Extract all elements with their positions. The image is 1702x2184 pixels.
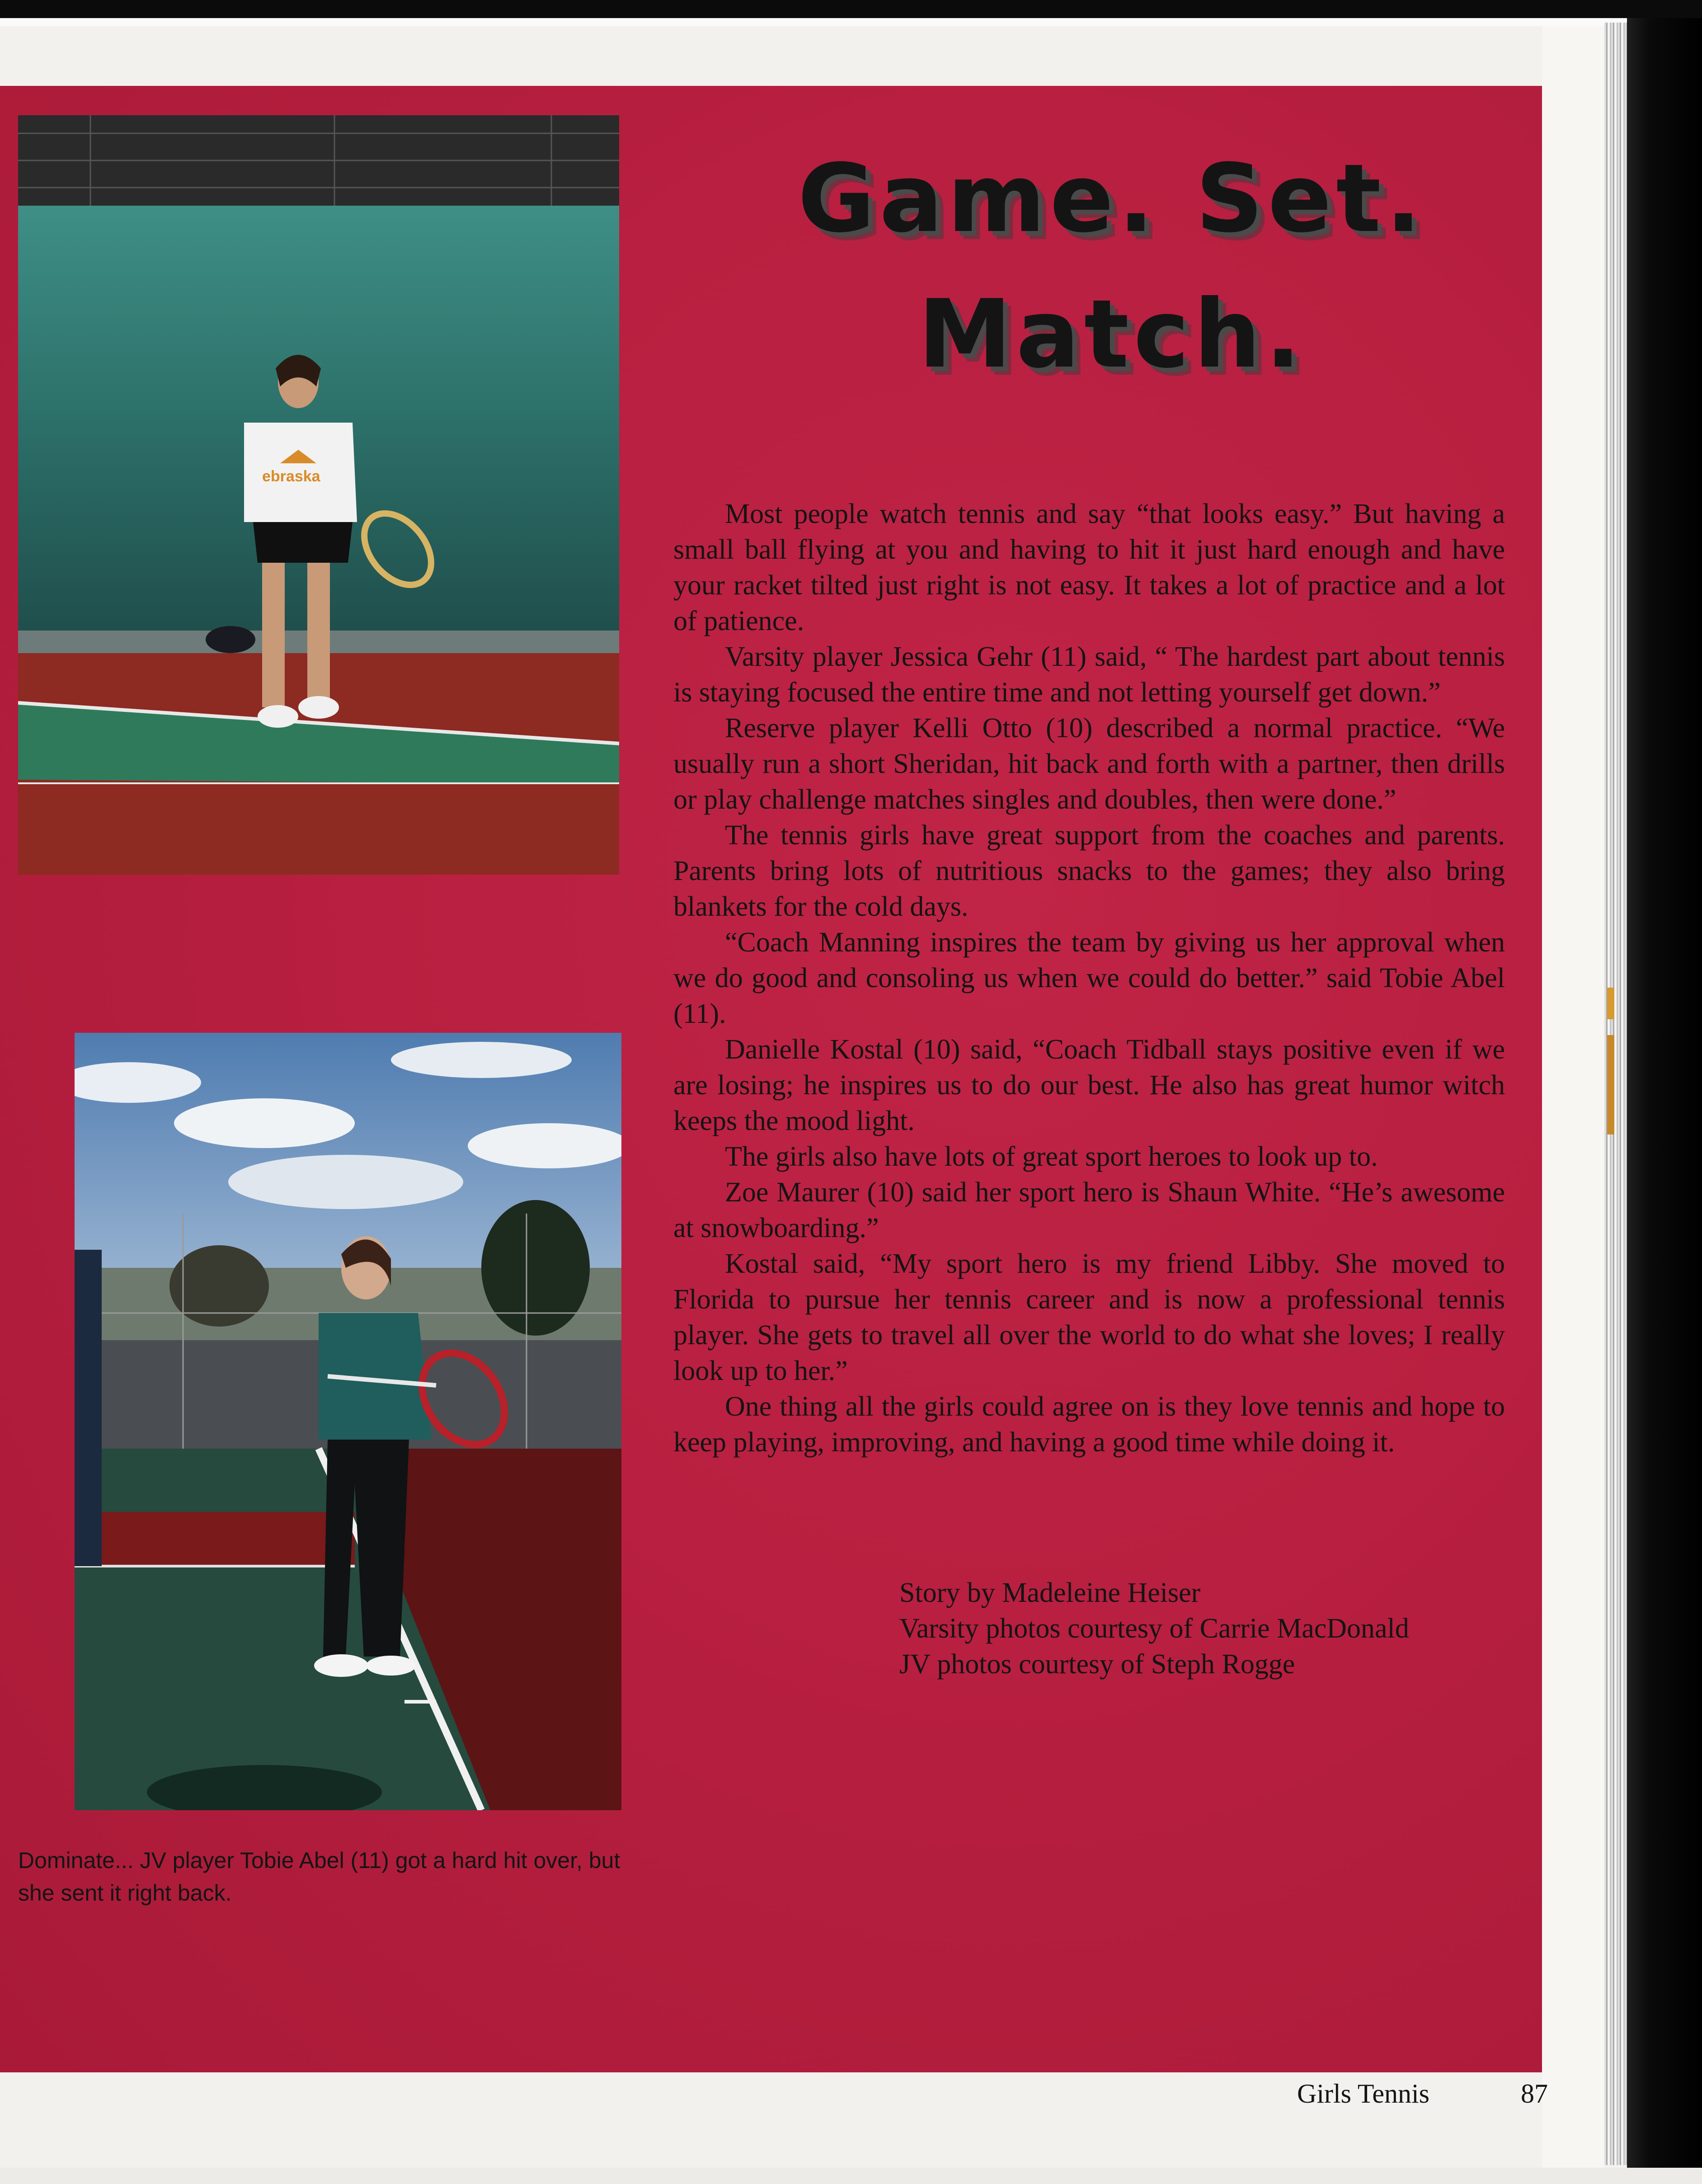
book-spine-shadow bbox=[1627, 18, 1702, 2168]
story-byline: Story by Madeleine Heiser bbox=[899, 1577, 1201, 1608]
page-edge-tab bbox=[1607, 988, 1614, 1019]
varsity-photo-credit: Varsity photos courtesy of Carrie MacDonald bbox=[899, 1613, 1409, 1644]
page-edge-tab bbox=[1607, 1035, 1614, 1134]
story-credits bbox=[899, 1575, 1532, 1682]
story-paragraph: Varsity player Jessica Gehr (11) said, “ The hardest part about tennis is staying focused the entire time and not letting yourself get down.” bbox=[673, 641, 1505, 708]
story-body bbox=[673, 496, 1505, 1460]
story-paragraph: Reserve player Kelli Otto (10) described a normal practice. “We usually run a short Sheridan, hit back and forth with a partner, then drills or play challenge matches singles and doubles, then were done.” bbox=[673, 713, 1505, 815]
shirt-logo-text: ebraska bbox=[262, 468, 320, 485]
page-right-margin bbox=[1542, 26, 1604, 2168]
jv-photo-credit: JV photos courtesy of Steph Rogge bbox=[899, 1649, 1295, 1680]
headline-line-1: Game. Set. bbox=[798, 144, 1426, 254]
story-paragraph: Danielle Kostal (10) said, “Coach Tidball stays positive even if we are losing; he inspires us to do our best. He also has great humor witch keeps the mood light. bbox=[673, 1034, 1505, 1136]
page-top-margin bbox=[0, 18, 1702, 26]
headline bbox=[705, 131, 1519, 402]
story-paragraph: Kostal said, “My sport hero is my friend Libby. She moved to Florida to pursue her tennis career and is now a professional tennis player. She gets to travel all over the world to do what she loves; I really look up to her.” bbox=[673, 1248, 1505, 1386]
footer-section-title: Girls Tennis bbox=[1297, 2079, 1430, 2109]
scan-bottom-border bbox=[0, 2168, 1702, 2184]
story-paragraph: Most people watch tennis and say “that looks easy.” But having a small ball flying at you and having to hit it just hard enough and have your racket tilted just right is not easy. It takes a lot of practice and a lot of patience. bbox=[673, 499, 1505, 636]
jv-player-photo bbox=[75, 1033, 621, 1810]
story-paragraph: The girls also have lots of great sport heroes to look up to. bbox=[725, 1141, 1378, 1172]
story-paragraph: “Coach Manning inspires the team by giving us her approval when we do good and consoling us when we could do better.” said Tobie Abel (11). bbox=[673, 927, 1505, 1029]
page-number: 87 bbox=[1521, 2079, 1548, 2109]
varsity-player-photo bbox=[18, 115, 619, 875]
story-paragraph: One thing all the girls could agree on is they love tennis and hope to keep playing, improving, and having a good time while doing it. bbox=[673, 1391, 1505, 1458]
photo-caption: Dominate... JV player Tobie Abel (11) got a hard hit over, but she sent it right back. bbox=[18, 1848, 621, 1906]
headline-line-2: Match. bbox=[918, 280, 1306, 389]
story-paragraph: Zoe Maurer (10) said her sport hero is Shaun White. “He’s awesome at snowboarding.” bbox=[673, 1177, 1505, 1243]
scan-top-border bbox=[0, 0, 1702, 18]
story-paragraph: The tennis girls have great support from the coaches and parents. Parents bring lots of nutritious snacks to the games; they also bring blankets for the cold days. bbox=[673, 820, 1505, 922]
